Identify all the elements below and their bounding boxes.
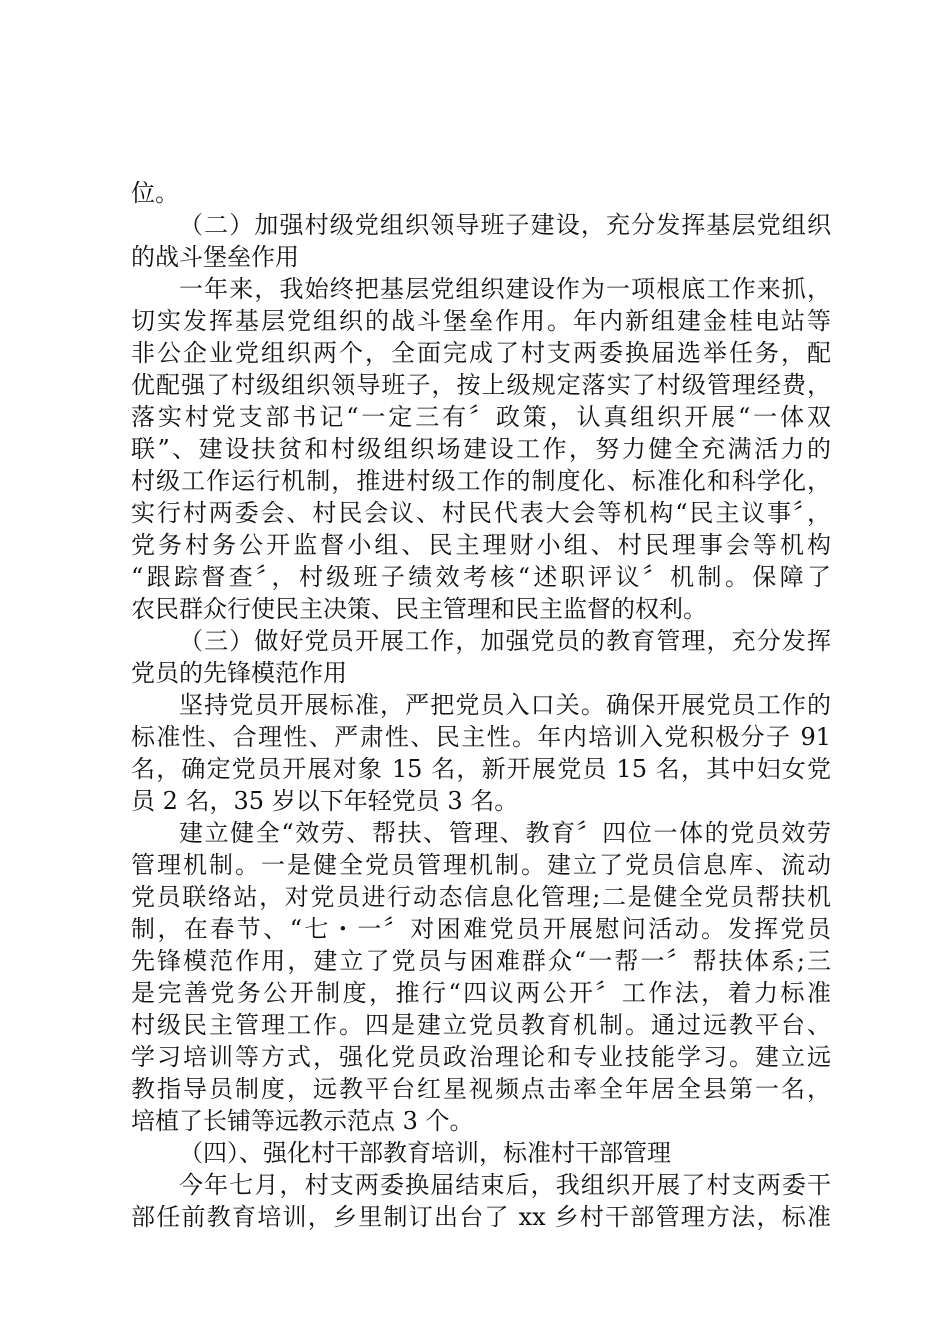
paragraph-line: 非公企业党组织两个，全面完成了村支两委换届选举任务，配 — [131, 339, 831, 367]
paragraph-line: 党员联络站，对党员进行动态信息化管理;二是健全党员帮扶机 — [131, 883, 831, 911]
paragraph-line: 教指导员制度，远教平台红星视频点击率全年居全县第一名， — [131, 1075, 831, 1103]
section-heading-2-cont: 的战斗堡垒作用 — [131, 243, 299, 271]
paragraph-line: 培植了长铺等远教示范点 3 个。 — [131, 1107, 474, 1135]
paragraph-line: 村级工作运行机制，推进村级工作的制度化、标准化和科学化， — [131, 467, 831, 495]
paragraph-line: 农民群众行使民主决策、民主管理和民主监督的权利。 — [131, 595, 707, 623]
paragraph-line: 制，在春节、“七・一〞对困难党员开展慰问活动。发挥党员 — [131, 915, 831, 943]
paragraph-line: “跟踪督查〞，村级班子绩效考核“述职评议〞机制。保障了 — [131, 563, 831, 591]
paragraph-line: 一年来，我始终把基层党组织建设作为一项根底工作来抓， — [179, 275, 831, 303]
paragraph-line: 先锋模范作用，建立了党员与困难群众“一帮一〞帮扶体系;三 — [131, 947, 831, 975]
section-heading-4: （四）、强化村干部教育培训，标准村干部管理 — [179, 1139, 671, 1167]
paragraph-line: 党务村务公开监督小组、民主理财小组、村民理事会等机构 — [131, 531, 831, 559]
paragraph-line: 学习培训等方式，强化党员政治理论和专业技能学习。建立远 — [131, 1043, 831, 1071]
paragraph-line: 是完善党务公开制度，推行“四议两公开〞工作法，着力标准 — [131, 979, 831, 1007]
paragraph-line: 部任前教育培训，乡里制订出台了 xx 乡村干部管理方法，标准 — [131, 1203, 831, 1231]
paragraph-line: 落实村党支部书记“一定三有〞政策，认真组织开展“一体双 — [131, 403, 831, 431]
paragraph-line: 员 2 名，35 岁以下年轻党员 3 名。 — [131, 787, 519, 815]
paragraph-line: 优配强了村级组织领导班子，按上级规定落实了村级管理经费， — [131, 371, 831, 399]
paragraph-line: 位。 — [131, 179, 179, 207]
section-heading-3: （三）做好党员开展工作，加强党员的教育管理，充分发挥 — [179, 627, 831, 655]
section-heading-3-cont: 党员的先锋模范作用 — [131, 659, 347, 687]
paragraph-line: 管理机制。一是健全党员管理机制。建立了党员信息库、流动 — [131, 851, 831, 879]
paragraph-line: 坚持党员开展标准，严把党员入口关。确保开展党员工作的 — [179, 691, 831, 719]
paragraph-line: 标准性、合理性、严肃性、民主性。年内培训入党积极分子 91 — [131, 723, 831, 751]
paragraph-line: 切实发挥基层党组织的战斗堡垒作用。年内新组建金桂电站等 — [131, 307, 831, 335]
paragraph-line: 村级民主管理工作。四是建立党员教育机制。通过远教平台、 — [131, 1011, 831, 1039]
paragraph-line: 今年七月，村支两委换届结束后，我组织开展了村支两委干 — [179, 1171, 831, 1199]
paragraph-line: 名，确定党员开展对象 15 名，新开展党员 15 名，其中妇女党 — [131, 755, 831, 783]
paragraph-line: 建立健全“效劳、帮扶、管理、教育〞四位一体的党员效劳 — [179, 819, 831, 847]
paragraph-line: 联”、建设扶贫和村级组织场建设工作，努力健全充满活力的 — [131, 435, 831, 463]
paragraph-line: 实行村两委会、村民会议、村民代表大会等机构“民主议事〞， — [131, 499, 831, 527]
section-heading-2: （二）加强村级党组织领导班子建设，充分发挥基层党组织 — [179, 211, 831, 239]
